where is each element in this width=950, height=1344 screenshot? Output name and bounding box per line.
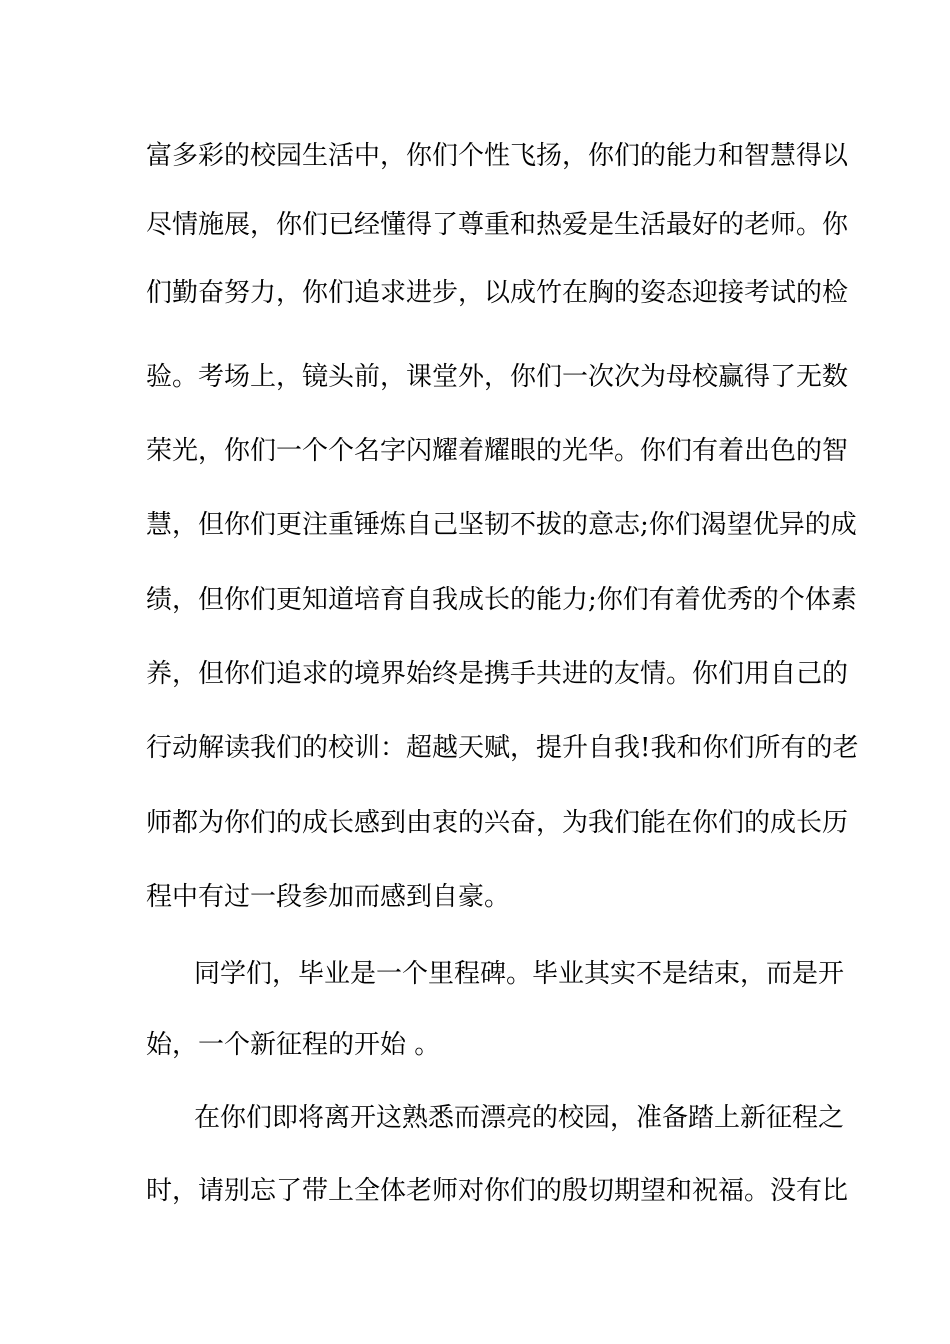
text-line-9: 行动解读我们的校训：超越天赋，提升自我!我和你们所有的老 <box>146 733 859 763</box>
text-line-5: 荣光，你们一个个名字闪耀着耀眼的光华。你们有着出色的智 <box>146 436 849 466</box>
text-line-6: 慧，但你们更注重锤炼自己坚韧不拔的意志;你们渴望优异的成 <box>146 510 857 540</box>
text-line-3: 们勤奋努力，你们追求进步，以成竹在胸的姿态迎接考试的检 <box>146 278 849 308</box>
text-line-7: 绩，但你们更知道培育自我成长的能力;你们有着优秀的个体素 <box>146 585 857 615</box>
text-line-2: 尽情施展，你们已经懂得了尊重和热爱是生活最好的老师。你 <box>146 210 849 240</box>
paragraph-3-line-1: 在你们即将离开这熟悉而漂亮的校园，准备踏上新征程之 <box>194 1103 845 1133</box>
text-line-1: 富多彩的校园生活中，你们个性飞扬，你们的能力和智慧得以 <box>146 141 849 171</box>
text-line-10: 师都为你们的成长感到由衷的兴奋，为我们能在你们的成长历 <box>146 808 849 838</box>
paragraph-2-line-1: 同学们，毕业是一个里程碑。毕业其实不是结束，而是开 <box>194 959 845 989</box>
text-line-4: 验。考场上，镜头前，课堂外，你们一次次为母校赢得了无数 <box>146 362 849 392</box>
text-line-11: 程中有过一段参加而感到自豪。 <box>146 882 511 912</box>
paragraph-3-line-2: 时，请别忘了带上全体老师对你们的殷切期望和祝福。没有比 <box>146 1176 849 1206</box>
text-line-8: 养，但你们追求的境界始终是携手共进的友情。你们用自己的 <box>146 659 849 689</box>
paragraph-2-line-2: 始，一个新征程的开始 。 <box>146 1030 441 1060</box>
